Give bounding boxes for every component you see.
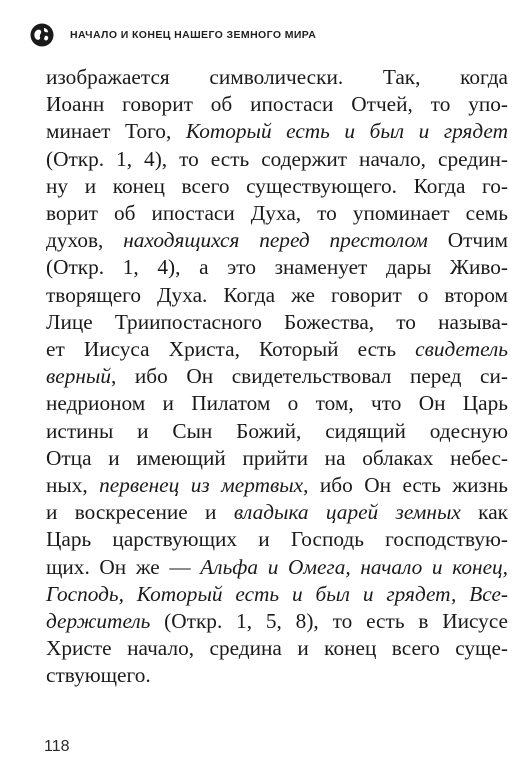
text-run: , ибо Он свидетельствовал перед си- [110, 364, 508, 389]
running-header-title: НАЧАЛО И КОНЕЦ НАШЕГО ЗЕМНОГО МИРА [70, 29, 317, 41]
italic-quote: владыка царей земных [233, 500, 461, 525]
italic-quote: Который есть и был и грядет [185, 119, 508, 144]
text-line [46, 118, 508, 145]
text-run: ну и конец всего существующего. Когда го- [46, 173, 508, 198]
italic-quote: верный [46, 364, 111, 389]
text-run: истины и Сын Божий, сидящий одесную [46, 418, 508, 443]
text-run: щих. Он же — [46, 554, 201, 579]
text-line [46, 472, 508, 499]
text-line [46, 363, 508, 390]
text-run: (Откр. 1, 4), а это знаменует дары Живо- [46, 255, 508, 280]
text-line [46, 309, 508, 336]
text-line [46, 445, 508, 472]
text-line [46, 581, 508, 608]
body-text [46, 64, 508, 690]
text-run: ворит об ипостаси Духа, то упоминает семь [46, 201, 508, 226]
globe-emblem-icon [30, 23, 54, 47]
text-run: Лице Триипостасного Божества, то называ- [46, 309, 508, 334]
text-run: и воскресение и [46, 500, 234, 525]
text-line [46, 91, 508, 118]
text-run: как [460, 500, 509, 525]
text-run: Отца и имеющий прийти на облаках небес- [46, 445, 508, 470]
text-line [46, 390, 508, 417]
text-run: (Откр. 1, 4), то есть содержит начало, средин- [46, 146, 508, 171]
text-line [46, 282, 508, 309]
text-run: Христе начало, средина и конец всего суще- [46, 636, 508, 661]
italic-quote: первенец из мертвых [99, 473, 304, 498]
page-number: 118 [44, 738, 70, 755]
text-line [46, 146, 508, 173]
text-run: духов, [46, 228, 124, 253]
text-run: ных, [46, 473, 100, 498]
text-run: ствующего. [46, 663, 151, 688]
text-run: минает Того, [46, 119, 186, 144]
text-run: Иоанн говорит об ипостаси Отчей, то упо- [46, 92, 508, 117]
text-line [46, 336, 508, 363]
italic-quote: Альфа и Омега, начало и конец, [200, 554, 508, 579]
italic-quote: находящихся перед престолом [123, 228, 428, 253]
text-line [46, 526, 508, 553]
text-run: творящего Духа. Когда же говорит о втором [46, 282, 508, 307]
text-line [46, 554, 508, 581]
text-line [46, 227, 508, 254]
text-run: , ибо Он есть жизнь [303, 473, 509, 498]
text-run: ет Иисуса Христа, Который есть [46, 337, 416, 362]
italic-quote: свидетель [415, 337, 508, 362]
text-line [46, 635, 508, 662]
text-run: изображается символически. Так, когда [46, 65, 508, 89]
text-line [46, 200, 508, 227]
text-line [46, 64, 508, 91]
text-line [46, 608, 508, 635]
italic-quote: держитель [46, 609, 151, 634]
running-header [30, 22, 500, 48]
text-run: недрионом и Пилатом о том, что Он Царь [46, 391, 508, 416]
text-line [46, 499, 508, 526]
text-run: (Откр. 1, 5, 8), то есть в Иисусе [150, 609, 508, 634]
text-line [46, 662, 508, 689]
text-run: Отчим [427, 228, 508, 253]
text-line [46, 173, 508, 200]
text-line [46, 418, 508, 445]
text-run: Царь царствующих и Господь господствую- [46, 527, 508, 552]
text-line [46, 254, 508, 281]
italic-quote: Господь, Который есть и был и грядет, Все- [46, 581, 508, 606]
